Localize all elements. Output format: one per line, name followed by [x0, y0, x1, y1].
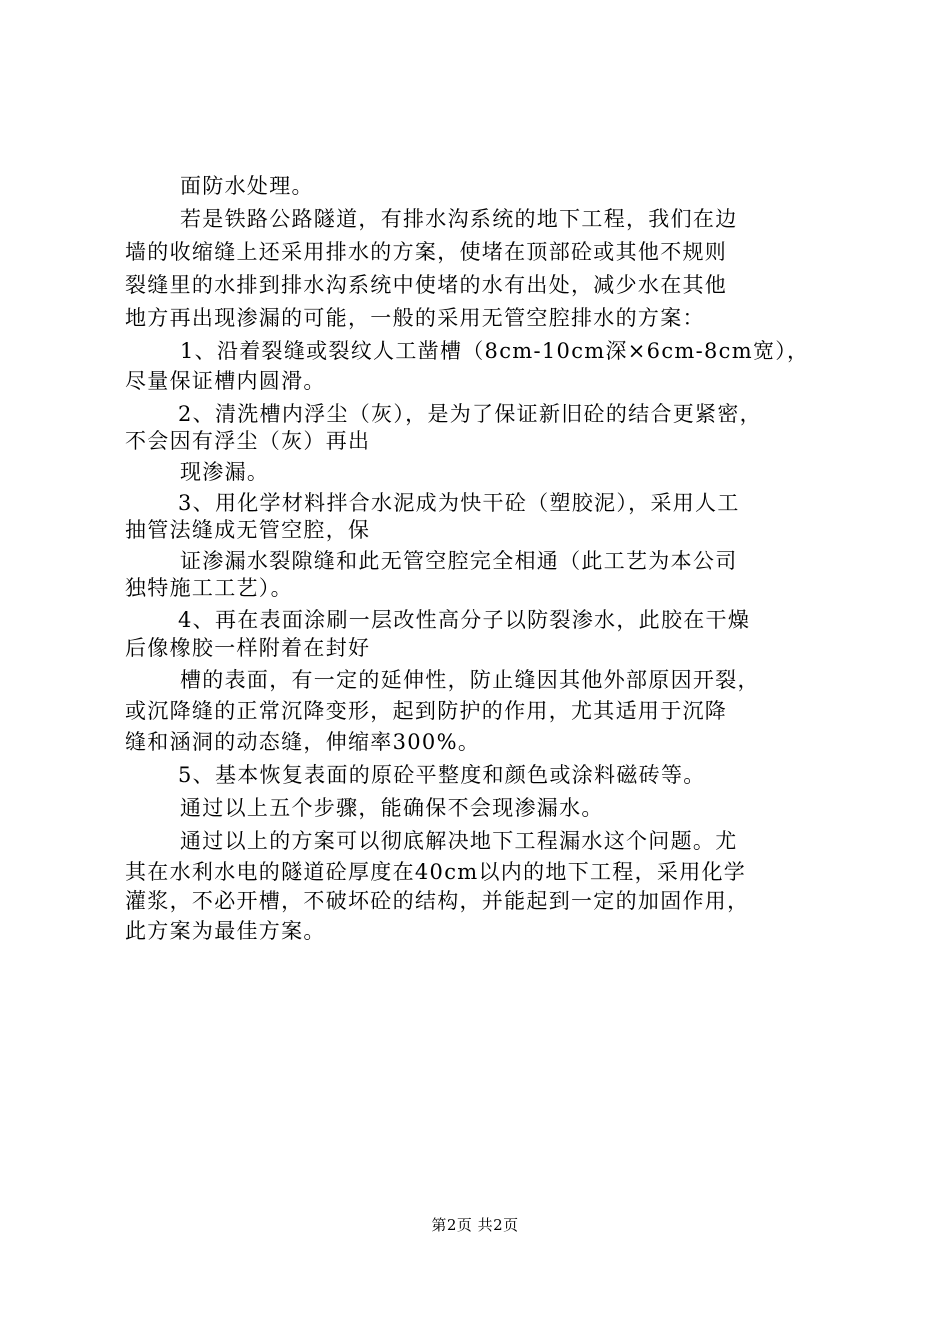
text-line: 5、基本恢复表面的原砼平整度和颜色或涂料磁砖等。: [178, 763, 706, 787]
text-line: 不会因有浮尘（灰）再出: [125, 429, 371, 453]
text-line: 其在水利水电的隧道砼厚度在40cm以内的地下工程，采用化学: [125, 860, 747, 884]
text-line: 灌浆，不必开槽，不破坏砼的结构，并能起到一定的加固作用，: [125, 889, 750, 913]
text-line: 通过以上五个步骤，能确保不会现渗漏水。: [180, 796, 604, 820]
text-line: 裂缝里的水排到排水沟系统中使堵的水有出处，减少水在其他: [125, 273, 728, 297]
text-line: 或沉降缝的正常沉降变形，起到防护的作用，尤其适用于沉降: [125, 699, 728, 723]
text-line: 此方案为最佳方案。: [125, 919, 326, 943]
text-line: 3、用化学材料拌合水泥成为快干砼（塑胶泥），采用人工: [178, 491, 740, 515]
text-line: 尽量保证槽内圆滑。: [125, 369, 326, 393]
text-line: 现渗漏。: [180, 460, 270, 484]
text-line: 缝和涵洞的动态缝，伸缩率300%。: [125, 730, 481, 754]
text-line: 墙的收缩缝上还采用排水的方案，使堵在顶部砼或其他不规则: [125, 240, 728, 264]
text-line: 槽的表面，有一定的延伸性，防止缝因其他外部原因开裂，: [180, 668, 760, 692]
text-line: 独特施工工艺）。: [125, 576, 293, 600]
text-line: 地方再出现渗漏的可能，一般的采用无管空腔排水的方案：: [125, 306, 705, 330]
text-line: 面防水处理。: [180, 174, 314, 198]
text-line: 证渗漏水裂隙缝和此无管空腔完全相通（此工艺为本公司: [180, 549, 738, 573]
text-line: 若是铁路公路隧道，有排水沟系统的地下工程，我们在边: [180, 207, 738, 231]
text-line: 通过以上的方案可以彻底解决地下工程漏水这个问题。尤: [180, 829, 738, 853]
text-line: 1、沿着裂缝或裂纹人工凿槽（8cm-10cm深×6cm-8cm宽），: [180, 339, 810, 363]
text-line: 2、清洗槽内浮尘（灰），是为了保证新旧砼的结合更紧密，: [178, 402, 762, 426]
page-number-footer: 第2页 共2页: [431, 1216, 519, 1234]
text-line: 4、再在表面涂刷一层改性高分子以防裂渗水，此胶在干燥: [178, 608, 751, 632]
text-line: 抽管法缝成无管空腔，保: [125, 518, 371, 542]
text-line: 后像橡胶一样附着在封好: [125, 636, 371, 660]
